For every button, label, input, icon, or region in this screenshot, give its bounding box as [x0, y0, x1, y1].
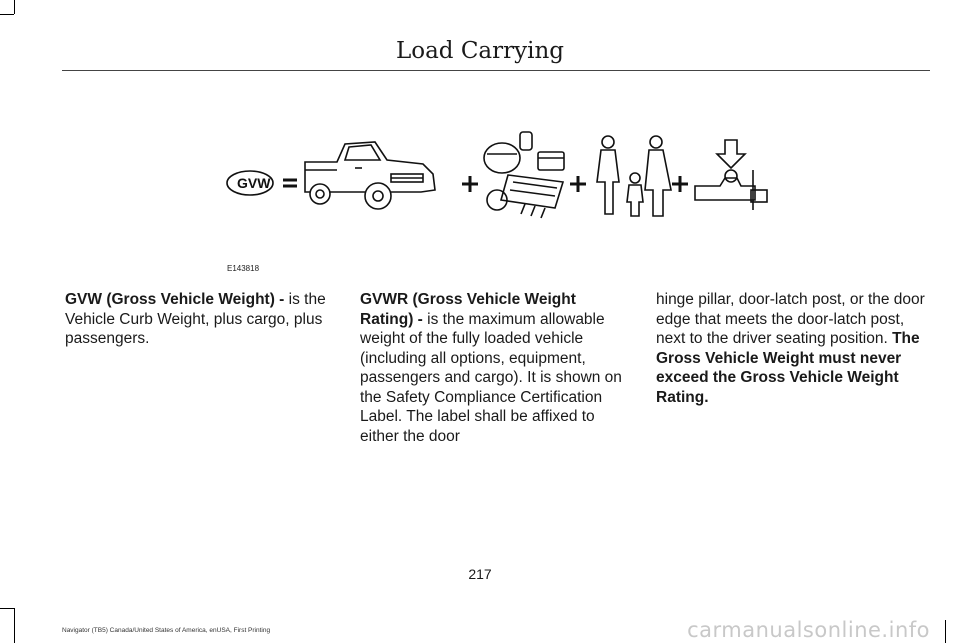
gvwr-term: GVWR (Gross Vehicle Weight Rating) - — [360, 291, 576, 328]
page-title: Load Carrying — [395, 38, 565, 64]
passengers-icon — [597, 136, 671, 216]
gvw-definition — [65, 290, 335, 349]
hitch-tongue-load-icon — [695, 140, 767, 210]
crop-mark-top-left-h — [0, 14, 14, 15]
pickup-truck-icon — [305, 142, 435, 209]
header-rule — [62, 70, 930, 71]
watermark: carmanualsonline.info — [687, 618, 930, 642]
gvwr-definition — [360, 290, 630, 446]
gvwr-text: is the maximum allowable weight of the fully loaded vehicle (including all options, equipment, passengers and cargo). It is shown on the Safety Compliance Certification Label. The label shall be affixed to either the door — [360, 310, 622, 445]
cargo-icon — [484, 132, 564, 218]
gvwr-continuation — [656, 290, 926, 407]
figure-id: E143818 — [227, 264, 260, 273]
crop-mark-bottom-left-h — [0, 608, 14, 609]
gvw-text: is the Vehicle Curb Weight, plus cargo, plus passengers. — [65, 291, 326, 347]
print-info: Navigator (TB5) Canada/United States of America, enUSA, First Printing — [62, 627, 271, 634]
crop-mark-top-left — [14, 0, 15, 14]
gvw-illustration — [225, 130, 770, 220]
crop-mark-bottom-left — [14, 608, 15, 643]
gvw-term: GVW (Gross Vehicle Weight) - — [65, 291, 285, 308]
gvwr-continuation-text: hinge pillar, door-latch post, or the door edge that meets the door-latch post, next to the driver seating position. — [656, 291, 925, 347]
crop-mark-bottom-right — [945, 620, 946, 643]
gvw-label: GVW — [237, 175, 271, 191]
page-number: 217 — [468, 566, 492, 582]
gvwr-warning: The Gross Vehicle Weight must never exceed the Gross Vehicle Weight Rating. — [656, 330, 920, 406]
